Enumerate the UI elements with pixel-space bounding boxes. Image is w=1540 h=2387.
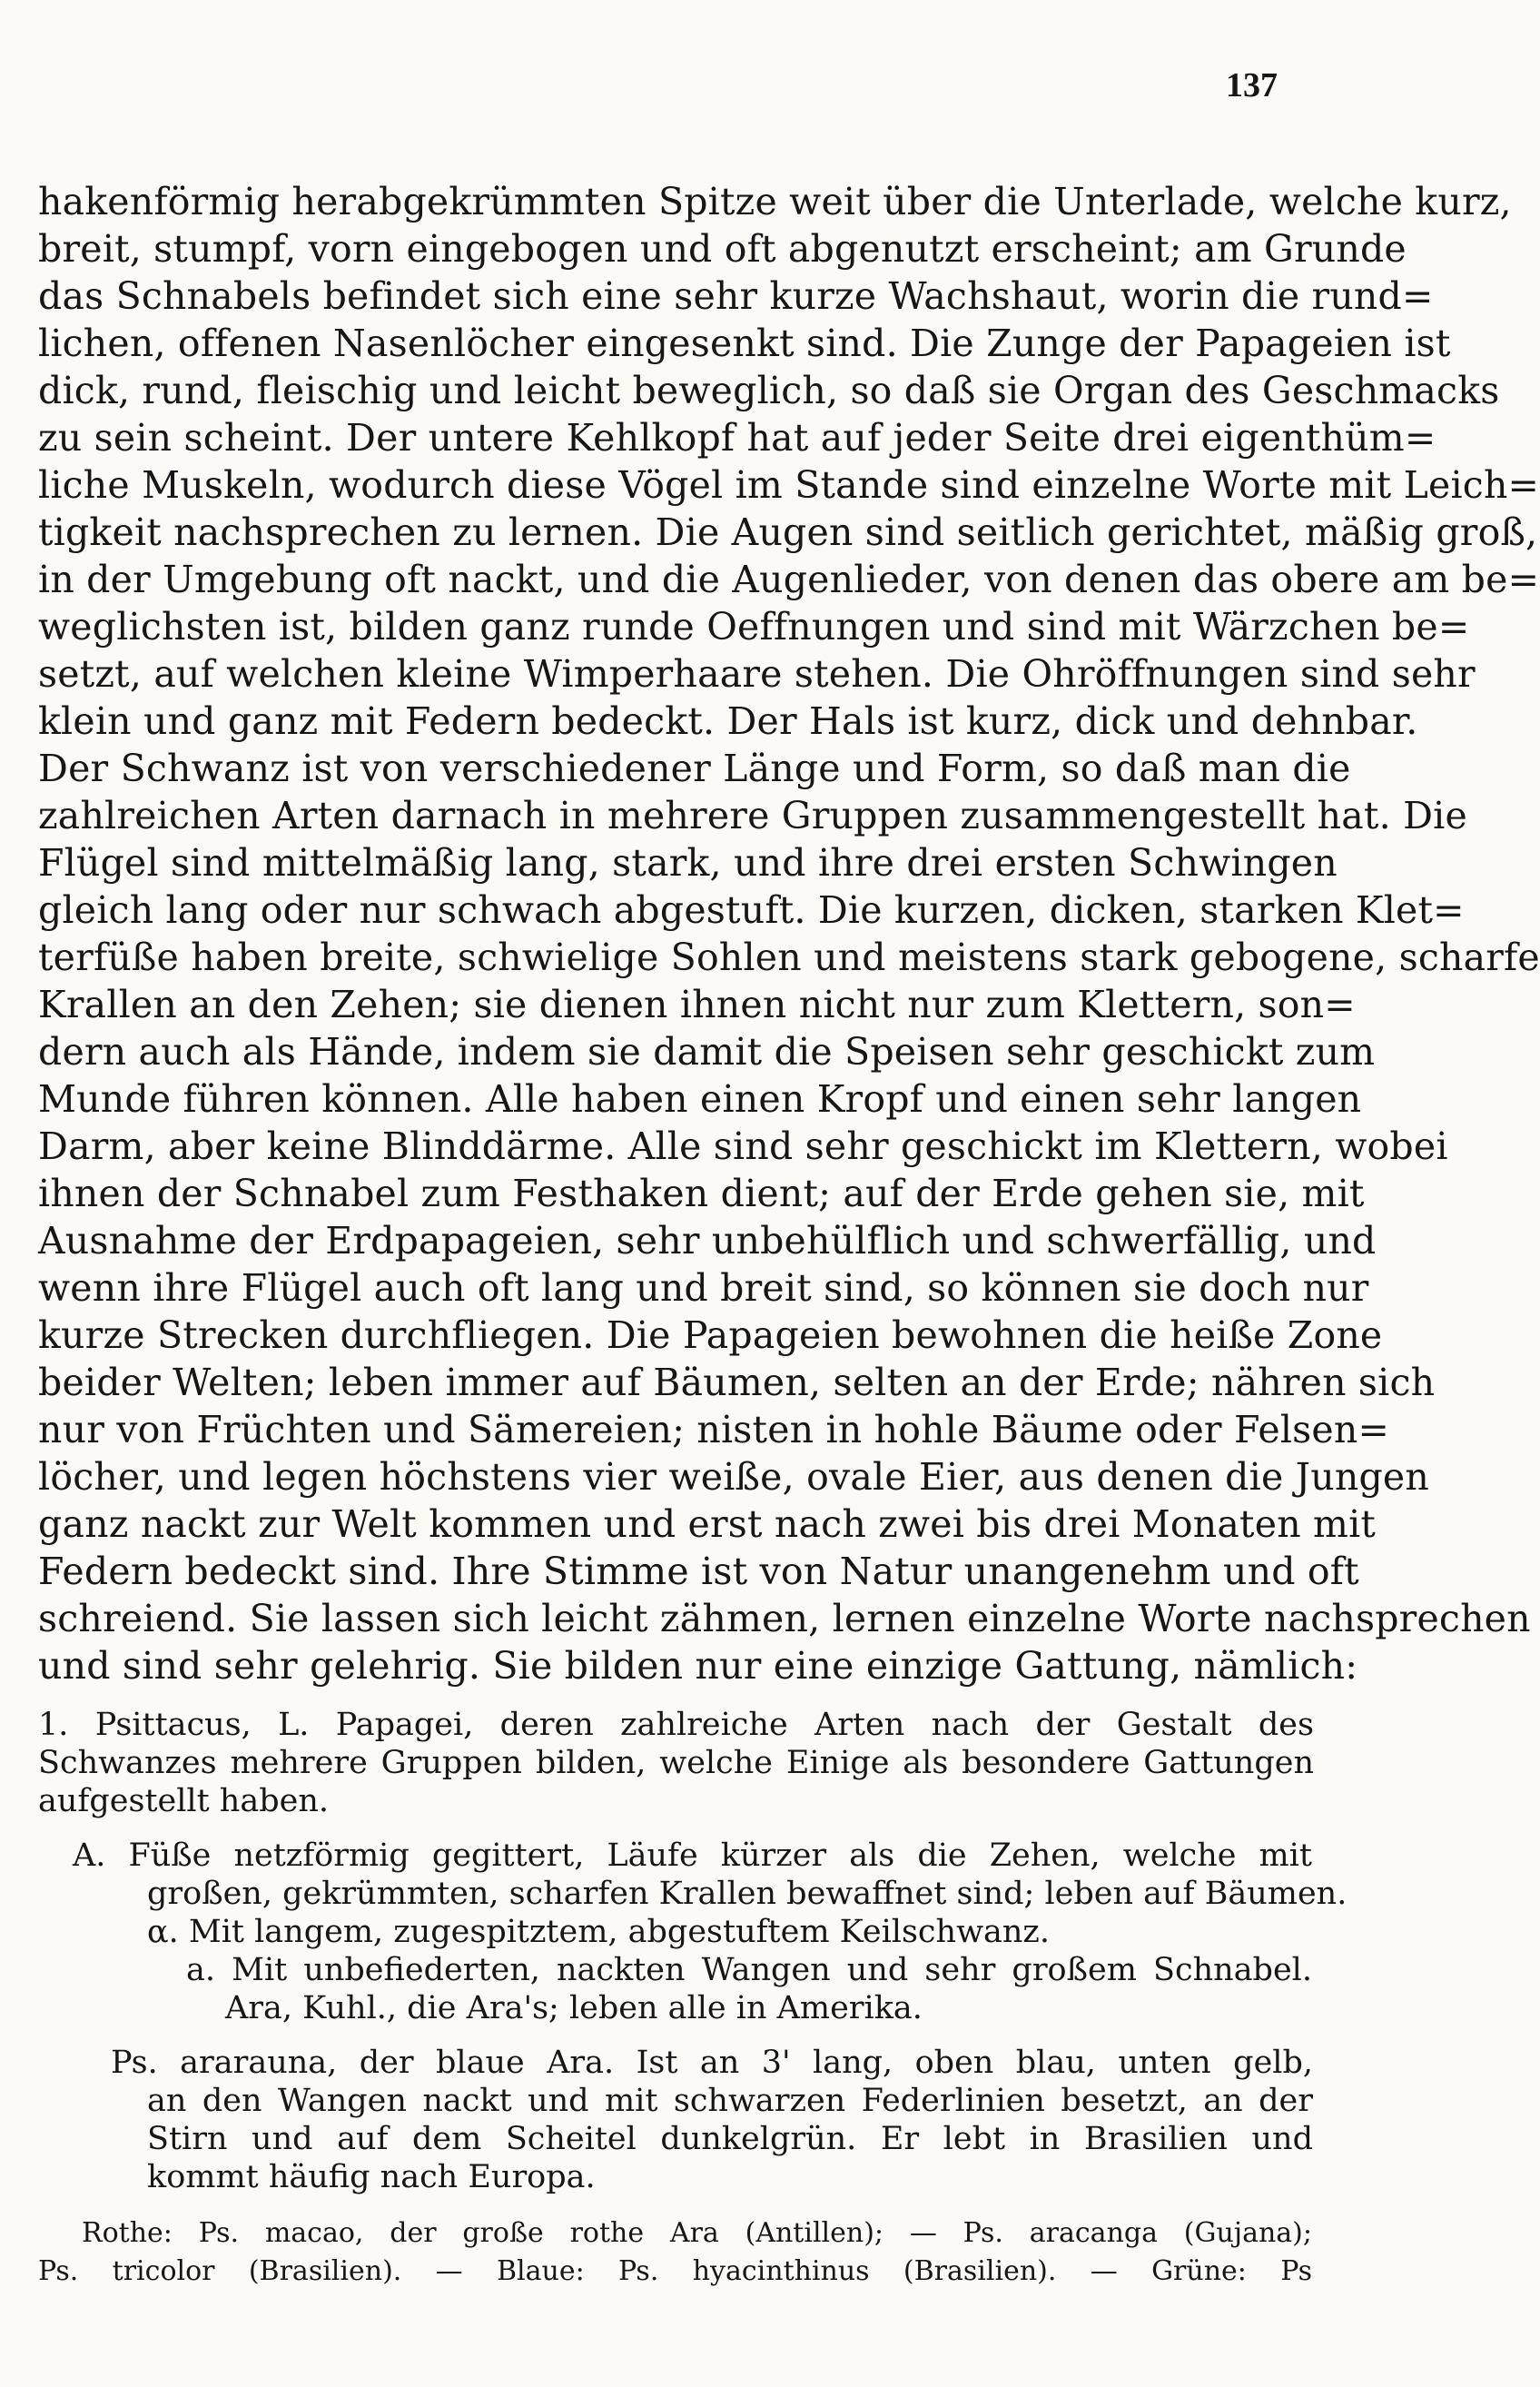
body-line: in der Umgebung oft nackt, und die Augenlieder, von denen das obere am be=	[38, 558, 1540, 601]
body-line: zu sein scheint. Der untere Kehlkopf hat auf jeder Seite drei eigenthüm=	[38, 416, 1436, 460]
body-line: tigkeit nachsprechen zu lernen. Die Augen sind seitlich gerichtet, mäßig groß,	[38, 510, 1538, 554]
body-line: setzt, auf welchen kleine Wimperhaare stehen. Die Ohröffnungen sind sehr	[38, 652, 1476, 696]
body-line: Flügel sind mittelmäßig lang, stark, und ihre drei ersten Schwingen	[38, 841, 1338, 885]
species-line: Stirn und auf dem Scheitel dunkelgrün. Er lebt in Brasilien und	[147, 2121, 1313, 2157]
body-line: breit, stumpf, vorn eingebogen und oft abgenutzt erscheint; am Grunde	[38, 227, 1407, 271]
body-line: gleich lang oder nur schwach abgestuft. Die kurzen, dicken, starken Klet=	[38, 888, 1465, 932]
body-line: Der Schwanz ist von verschiedener Länge und Form, so daß man die	[38, 747, 1351, 790]
body-line: Ausnahme der Erdpapageien, sehr unbehülflich und schwerfällig, und	[38, 1219, 1377, 1263]
section-a-line: A. Füße netzförmig gegittert, Läufe kürzer als die Zehen, welche mit	[73, 1837, 1312, 1874]
body-line: das Schnabels befindet sich eine sehr kurze Wachshaut, worin die rund=	[38, 274, 1434, 318]
body-line: beider Welten; leben immer auf Bäumen, selten an der Erde; nähren sich	[38, 1361, 1436, 1404]
body-line: löcher, und legen höchstens vier weiße, ovale Eier, aus denen die Jungen	[38, 1455, 1430, 1499]
body-line: schreiend. Sie lassen sich leicht zähmen, lernen einzelne Worte nachsprechen	[38, 1597, 1531, 1640]
page-number: 137	[1226, 66, 1278, 104]
species-list-line: Ps. tricolor (Brasilien). — Blaue: Ps. hyacinthinus (Brasilien). — Grüne: Ps	[38, 2255, 1312, 2287]
species-line: kommt häufig nach Europa.	[147, 2159, 596, 2195]
body-line: Federn bedeckt sind. Ihre Stimme ist von Natur unangenehm und oft	[38, 1550, 1359, 1593]
body-line: ganz nackt zur Welt kommen und erst nach zwei bis drei Monaten mit	[38, 1502, 1377, 1546]
body-line: dern auch als Hände, indem sie damit die Speisen sehr geschickt zum	[38, 1030, 1376, 1074]
body-line: liche Muskeln, wodurch diese Vögel im Stande sind einzelne Worte mit Leich=	[38, 463, 1540, 507]
body-line: zahlreichen Arten darnach in mehrere Gruppen zusammengestellt hat. Die	[38, 794, 1467, 837]
body-line: wenn ihre Flügel auch oft lang und breit sind, so können sie doch nur	[38, 1266, 1369, 1310]
species-line: an den Wangen nackt und mit schwarzen Federlinien besetzt, an der	[147, 2083, 1313, 2119]
body-line: lichen, offenen Nasenlöcher eingesenkt sind. Die Zunge der Papageien ist	[38, 322, 1451, 365]
species-line: Ps. ararauna, der blaue Ara. Ist an 3' lang, oben blau, unten gelb,	[111, 2045, 1313, 2081]
body-line: Munde führen können. Alle haben einen Kropf und einen sehr langen	[38, 1077, 1362, 1121]
section-a-line: a. Mit unbefiederten, nackten Wangen und sehr großem Schnabel.	[186, 1952, 1312, 1988]
section-a-line: Ara, Kuhl., die Ara's; leben alle in Amerika.	[225, 1990, 923, 2026]
species-list-line: Rothe: Ps. macao, der große rothe Ara (Antillen); — Ps. aracanga (Gujana);	[82, 2217, 1312, 2249]
body-line: Krallen an den Zehen; sie dienen ihnen nicht nur zum Klettern, son=	[38, 983, 1356, 1026]
body-line: ihnen der Schnabel zum Festhaken dient; auf der Erde gehen sie, mit	[38, 1172, 1365, 1215]
body-line: und sind sehr gelehrig. Sie bilden nur eine einzige Gattung, nämlich:	[38, 1644, 1358, 1688]
body-line: kurze Strecken durchfliegen. Die Papageien bewohnen die heiße Zone	[38, 1313, 1383, 1357]
section-a-line: großen, gekrümmten, scharfen Krallen bewaffnet sind; leben auf Bäumen.	[147, 1876, 1348, 1912]
body-line: nur von Früchten und Sämereien; nisten in hohle Bäume oder Felsen=	[38, 1408, 1389, 1451]
body-line: dick, rund, fleischig und leicht beweglich, so daß sie Organ des Geschmacks	[38, 369, 1500, 412]
body-line: terfüße haben breite, schwielige Sohlen und meistens stark gebogene, scharfe	[38, 936, 1540, 979]
body-line: weglichsten ist, bilden ganz runde Oeffnungen und sind mit Wärzchen be=	[38, 605, 1470, 649]
body-line: Darm, aber keine Blinddärme. Alle sind sehr geschickt im Klettern, wobei	[38, 1124, 1448, 1168]
genus-line: Schwanzes mehrere Gruppen bilden, welche Einige als besondere Gattungen	[38, 1745, 1314, 1781]
genus-line: aufgestellt haben.	[38, 1783, 329, 1819]
body-line: hakenförmig herabgekrümmten Spitze weit über die Unterlade, welche kurz,	[38, 180, 1512, 223]
section-a-line: α. Mit langem, zugespitztem, abgestuftem Keilschwanz.	[147, 1914, 1050, 1950]
genus-line: 1. Psittacus, L. Papagei, deren zahlreiche Arten nach der Gestalt des	[38, 1707, 1314, 1743]
body-line: klein und ganz mit Federn bedeckt. Der Hals ist kurz, dick und dehnbar.	[38, 699, 1418, 743]
